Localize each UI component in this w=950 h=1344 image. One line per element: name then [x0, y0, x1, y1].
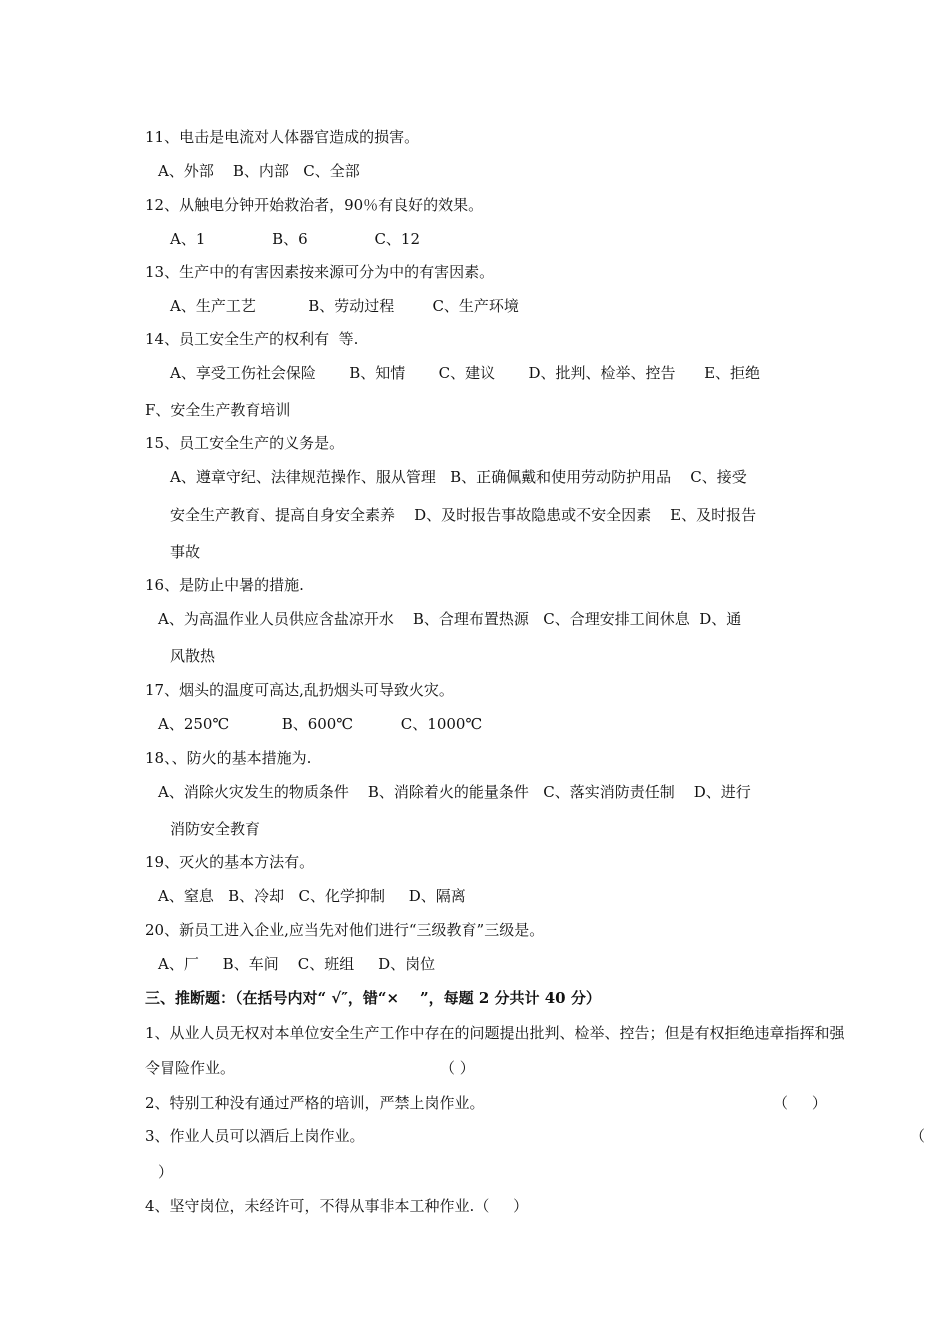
question-18: 18、、防火的基本措施为. [145, 749, 312, 767]
options-18-line-1: A、消除火灾发生的物质条件 B、消除着火的能量条件 C、落实消防责任制 D、进行 [158, 783, 751, 801]
options-19: A、窒息 B、冷却 C、化学抑制 D、隔离 [158, 887, 466, 905]
question-17: 17、烟头的温度可高达,乱扔烟头可导致火灾。 [145, 681, 454, 699]
question-20: 20、新员工进入企业,应当先对他们进行“三级教育”三级是。 [145, 921, 545, 939]
options-16-line-1: A、为高温作业人员供应含盐凉开水 B、合理布置热源 C、合理安排工间休息 D、通 [158, 610, 742, 628]
question-15: 15、员工安全生产的义务是。 [145, 434, 345, 452]
judgement-1-line-1: 1、从业人员无权对本单位安全生产工作中存在的问题提出批判、检举、控告；但是有权拒绝违章指挥和强 [145, 1024, 845, 1042]
judgement-1-line-2: 令冒险作业。 （ ） [145, 1059, 475, 1077]
options-18-line-2: 消防安全教育 [170, 820, 261, 838]
question-11: 11、电击是电流对人体器官造成的损害。 [145, 128, 420, 146]
judgement-2: 2、特别工种没有通过严格的培训，严禁上岗作业。 [145, 1094, 485, 1112]
options-15-line-1: A、遵章守纪、法律规范操作、服从管理 B、正确佩戴和使用劳动防护用品 C、接受 [170, 468, 747, 486]
judgement-3-bracket-close: ） [158, 1163, 174, 1181]
question-19: 19、灭火的基本方法有。 [145, 853, 315, 871]
options-16-line-2: 风散热 [170, 647, 216, 665]
options-12: A、1 B、6 C、12 [170, 230, 421, 248]
judgement-3-bracket-open: （ [910, 1127, 926, 1145]
judgement-2-answer-bracket: （ ） [773, 1094, 827, 1112]
question-13: 13、生产中的有害因素按来源可分为中的有害因素。 [145, 263, 495, 281]
question-16: 16、是防止中暑的措施. [145, 576, 304, 594]
section-heading-judgement: 三、推断题：（在括号内对“ √″，错“× ”，每题 2 分共计 40 分） [145, 989, 601, 1007]
judgement-3: 3、作业人员可以酒后上岗作业。 [145, 1127, 365, 1145]
options-14-line-2: F、安全生产教育培训 [145, 401, 291, 419]
question-14: 14、员工安全生产的权利有 等. [145, 330, 359, 348]
options-20: A、厂 B、车间 C、班组 D、岗位 [158, 955, 436, 973]
options-15-line-3: 事故 [170, 543, 201, 561]
question-12: 12、从触电分钟开始救治者，90％有良好的效果。 [145, 196, 484, 214]
options-15-line-2: 安全生产教育、提高自身安全素养 D、及时报告事故隐患或不安全因素 E、及时报告 [170, 506, 757, 524]
options-17: A、250℃ B、600℃ C、1000℃ [158, 715, 483, 733]
options-11: A、外部 B、内部 C、全部 [158, 162, 360, 180]
options-14-line-1: A、享受工伤社会保险 B、知情 C、建议 D、批判、检举、控告 E、拒绝 [170, 364, 761, 382]
options-13: A、生产工艺 B、劳动过程 C、生产环境 [170, 297, 519, 315]
judgement-4: 4、坚守岗位，未经许可，不得从事非本工种作业.（ ） [145, 1197, 529, 1215]
